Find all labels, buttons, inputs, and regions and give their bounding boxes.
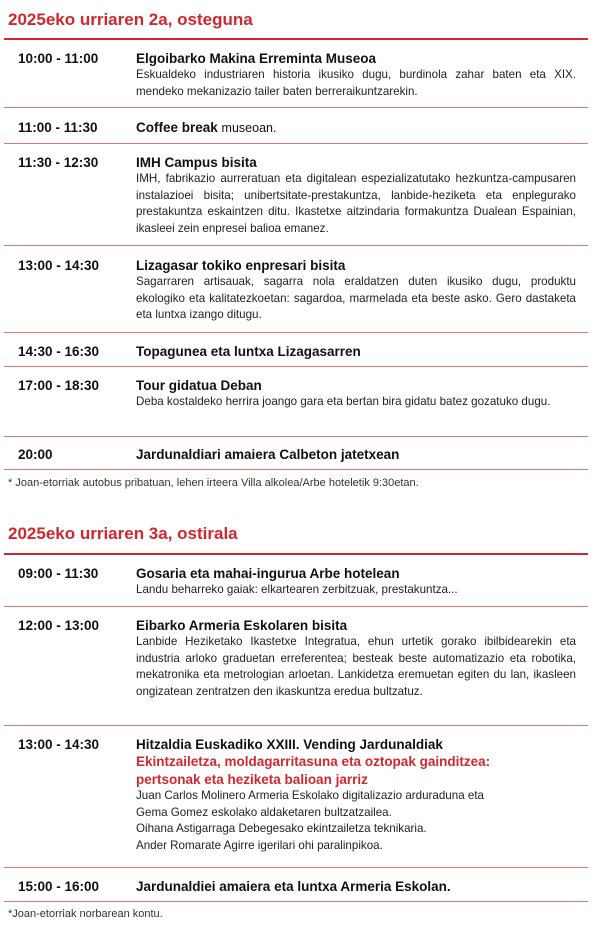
transport-note: * Joan-etorriak autobus pribatuan, lehen irteera Villa alkolea/Arbe hoteletik 9:30etan.: [8, 477, 419, 489]
event-description: Deba kostaldeko herrira joango gara eta bertan bira gidatu batez gozatuko dugu.: [136, 395, 551, 408]
event-time: 13:00 - 14:30: [18, 258, 100, 273]
divider: [4, 436, 588, 437]
event-time: 20:00: [18, 447, 53, 462]
speaker-line: Oihana Astigarraga Debegesako ekintzailetza teknikaria.: [136, 822, 427, 835]
event-title: Hitzaldia Euskadiko XXIII. Vending Jardunaldiak: [136, 737, 443, 752]
event-description: IMH, fabrikazio aurreratuan eta digitalean espezializatutako hezkuntza-campusaren instalazioei bisita; unibertsitate-prestakuntza, lanbide-heziketa eta enplegurako prestakuntza eskaintzen ditu. Ikastetxe aitzindaria formakuntza Dualean Espainian, ikasleei zein enpresei balioa emanez.: [136, 172, 576, 235]
event-title: IMH Campus bisita: [136, 155, 257, 170]
event-title: [136, 119, 576, 137]
divider: [4, 725, 588, 726]
divider: [4, 107, 588, 108]
event-time: 15:00 - 16:00: [18, 879, 100, 894]
event-time: 12:00 - 13:00: [18, 618, 100, 633]
event-title-text: Coffee break: [136, 120, 218, 135]
event-title: Gosaria eta mahai-ingurua Arbe hotelean: [136, 566, 400, 581]
event-title: Lizagasar tokiko enpresari bisita: [136, 258, 346, 273]
event-title: Tour gidatua Deban: [136, 378, 262, 393]
talk-subtitle: pertsonak eta heziketa balioan jarriz: [136, 771, 368, 787]
speaker-line: Juan Carlos Molinero Armeria Eskolako digitalizazio arduraduna eta: [136, 789, 484, 802]
event-title: Elgoibarko Makina Erreminta Museoa: [136, 51, 377, 66]
event-time: 09:00 - 11:30: [18, 566, 99, 581]
divider: [4, 366, 588, 367]
divider: [4, 332, 588, 333]
divider: [4, 245, 588, 246]
event-time: 13:00 - 14:30: [18, 737, 100, 752]
event-description: Eskualdeko industriaren historia ikusiko dugu, burdinola zahar baten eta XIX. mendeko mekanizazio tailer baten berreraikuntzarekin.: [136, 68, 576, 98]
event-title: Topagunea eta luntxa Lizagasarren: [136, 344, 361, 359]
event-description: Landu beharreko gaiak: elkartearen zerbitzuak, prestakuntza...: [136, 583, 458, 596]
speaker-list: [136, 788, 576, 854]
event-time: 14:30 - 16:30: [18, 344, 100, 359]
event-time: 11:00 - 11:30: [18, 120, 98, 135]
divider: [4, 469, 588, 470]
event-time: 17:00 - 18:30: [18, 378, 100, 393]
divider: [4, 38, 588, 40]
event-description: Lanbide Heziketako Ikastetxe Integratua, ehun urtetik gorako ibilbidearekin eta industria arloko graduetan erreferentea; besteak beste automatizazio eta robotika, mekatronika eta metrologian arloetan. Lankidetza eremuetan egiten du lan, ikasleen ongizatean zentratzen den ikaskuntza eredua bultzatuz.: [136, 635, 576, 698]
divider: [4, 867, 588, 868]
event-title-suffix: museoan.: [221, 121, 277, 135]
divider: [4, 606, 588, 607]
talk-subtitle: Ekintzailetza, moldagarritasuna eta oztopak gainditzea:: [136, 754, 491, 769]
speaker-line: Gema Gomez eskolako aldaketaren bultzatzailea.: [136, 805, 392, 819]
event-title: Jardunaldiei amaiera eta luntxa Armeria Eskolan.: [136, 879, 451, 894]
event-title: Jardunaldiari amaiera Calbeton jatetxean: [136, 447, 400, 462]
event-time: 11:30 - 12:30: [18, 155, 99, 170]
transport-note: *Joan-etorriak norbarean kontu.: [8, 908, 163, 920]
event-time: 10:00 - 11:00: [18, 51, 99, 66]
divider: [4, 143, 588, 144]
divider: [4, 553, 588, 555]
event-title: Eibarko Armeria Eskolaren bisita: [136, 618, 348, 633]
day-title: 2025eko urriaren 3a, ostirala: [8, 524, 238, 543]
divider: [4, 901, 588, 902]
event-description: Sagarraren artisauak, sagarra nola eraldatzen duten ikusiko dugu, produktu ekologiko eta kalitatezkoetan: sagardoa, marmelada eta beste asko. Gero dastaketa eta luntxa izango ditugu.: [136, 275, 576, 321]
day-title: 2025eko urriaren 2a, osteguna: [8, 10, 253, 29]
speaker-line: Ander Romarate Agirre igerilari ohi paralinpikoa.: [136, 838, 383, 852]
